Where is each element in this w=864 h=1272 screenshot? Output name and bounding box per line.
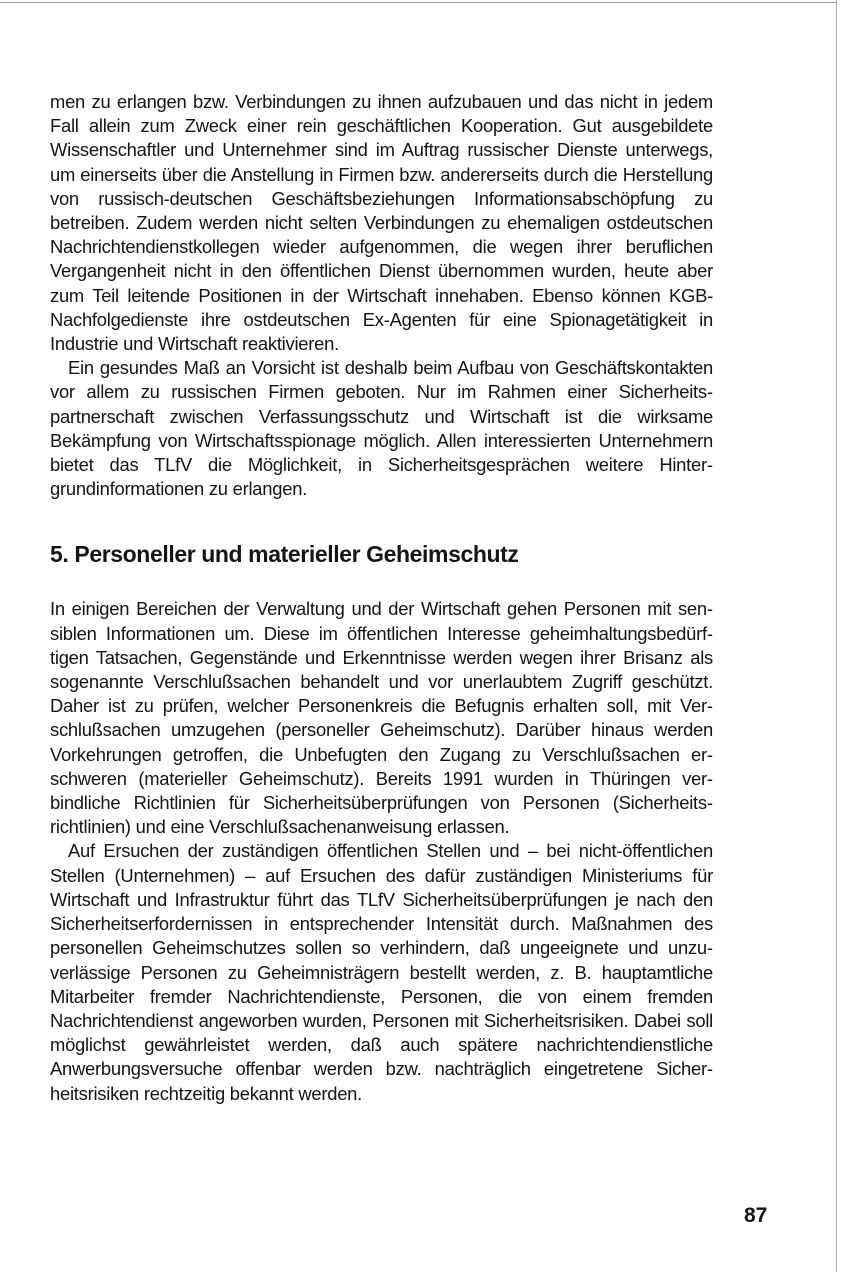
right-border-line [836, 0, 837, 1272]
section-heading: 5. Personeller und materieller Geheimschutz [50, 541, 519, 568]
body-paragraph-2: Ein gesundes Maß an Vorsicht ist deshalb beim Aufbau von Geschäftskontakten vor allem zu russischen Firmen geboten. Nur im Rahmen einer Sicherheitspartnerschaft zwischen Verfassungsschutz und Wirtschaft ist die wirksame Bekämpfung von Wirtschaftsspionage möglich. Allen interessierten Unternehmern bietet das TLfV die Möglichkeit, in Sicherheitsgesprächen weitere Hintergrundinformationen zu erlangen. [50, 357, 713, 500]
top-border-line [0, 2, 836, 3]
body-paragraph-1: men zu erlangen bzw. Verbindungen zu ihnen aufzubauen und das nicht in jedem Fall allein zum Zweck einer rein geschäftlichen Kooperation. Gut ausgebildete Wissenschaftler und Unternehmer sind im Auftrag russischer Dienste unterwegs, um einerseits über die Anstellung in Firmen bzw. andererseits durch die Herstellung von russisch-deutschen Geschäftsbeziehungen Informationsabschöpfung zu betreiben. Zudem werden nicht selten Verbindungen zu ehemaligen ostdeutschen Nachrichtendienstkollegen wieder aufgenommen, die wegen ihrer beruflichen Vergangenheit nicht in den öffentlichen Dienst übernommen wurden, heute aber zum Teil leitende Positionen in der Wirtschaft innehaben. Ebenso können KGB-Nachfolgedienste ihre ostdeutschen Ex-Agenten für eine Spionagetätigkeit in Industrie und Wirtschaft reaktivieren. [50, 91, 713, 355]
body-paragraph-4: Auf Ersuchen der zuständigen öffentlichen Stellen und – bei nicht-öffentlichen Stellen (Unternehmen) – auf Ersuchen des dafür zuständigen Ministeriums für Wirtschaft und Infrastruktur führt das TLfV Sicherheitsüberprüfungen je nach den Sicherheitserfordernissen in entsprechender Intensität durch. Maßnahmen des personellen Geheimschutzes sollen so verhindern, daß ungeeignete und unzuverlässige Personen zu Geheimnisträgern bestellt werden, z. B. hauptamtliche Mitarbeiter fremder Nachrichtendienste, Personen, die von einem fremden Nachrichtendienst angeworben wurden, Personen mit Sicherheitsrisiken. Dabei soll möglichst gewährleistet werden, daß auch spätere nachrichtendienstliche Anwerbungsversuche offenbar werden bzw. nachträglich eingetretene Sicherheitsrisiken rechtzeitig bekannt werden. [50, 840, 713, 1104]
page-number: 87 [744, 1204, 768, 1227]
page-body [50, 90, 713, 1106]
body-paragraph-3: In einigen Bereichen der Verwaltung und der Wirtschaft gehen Personen mit sensiblen Informationen um. Diese im öffentlichen Interesse geheimhaltungsbedürftigen Tatsachen, Gegenstände und Erkenntnisse werden wegen ihrer Brisanz als sogenannte Verschlußsachen behandelt und vor unerlaubtem Zugriff geschützt. Daher ist zu prüfen, welcher Personenkreis die Befugnis erhalten soll, mit Verschlußsachen umzugehen (personeller Geheimschutz). Darüber hinaus werden Vorkehrungen getroffen, die Unbefugten den Zugang zu Verschlußsachen erschweren (materieller Geheimschutz). Bereits 1991 wurden in Thüringen verbindliche Richtlinien für Sicherheitsüberprüfungen von Personen (Sicherheitsrichtlinien) und eine Verschlußsachenanweisung erlassen. [50, 598, 713, 838]
